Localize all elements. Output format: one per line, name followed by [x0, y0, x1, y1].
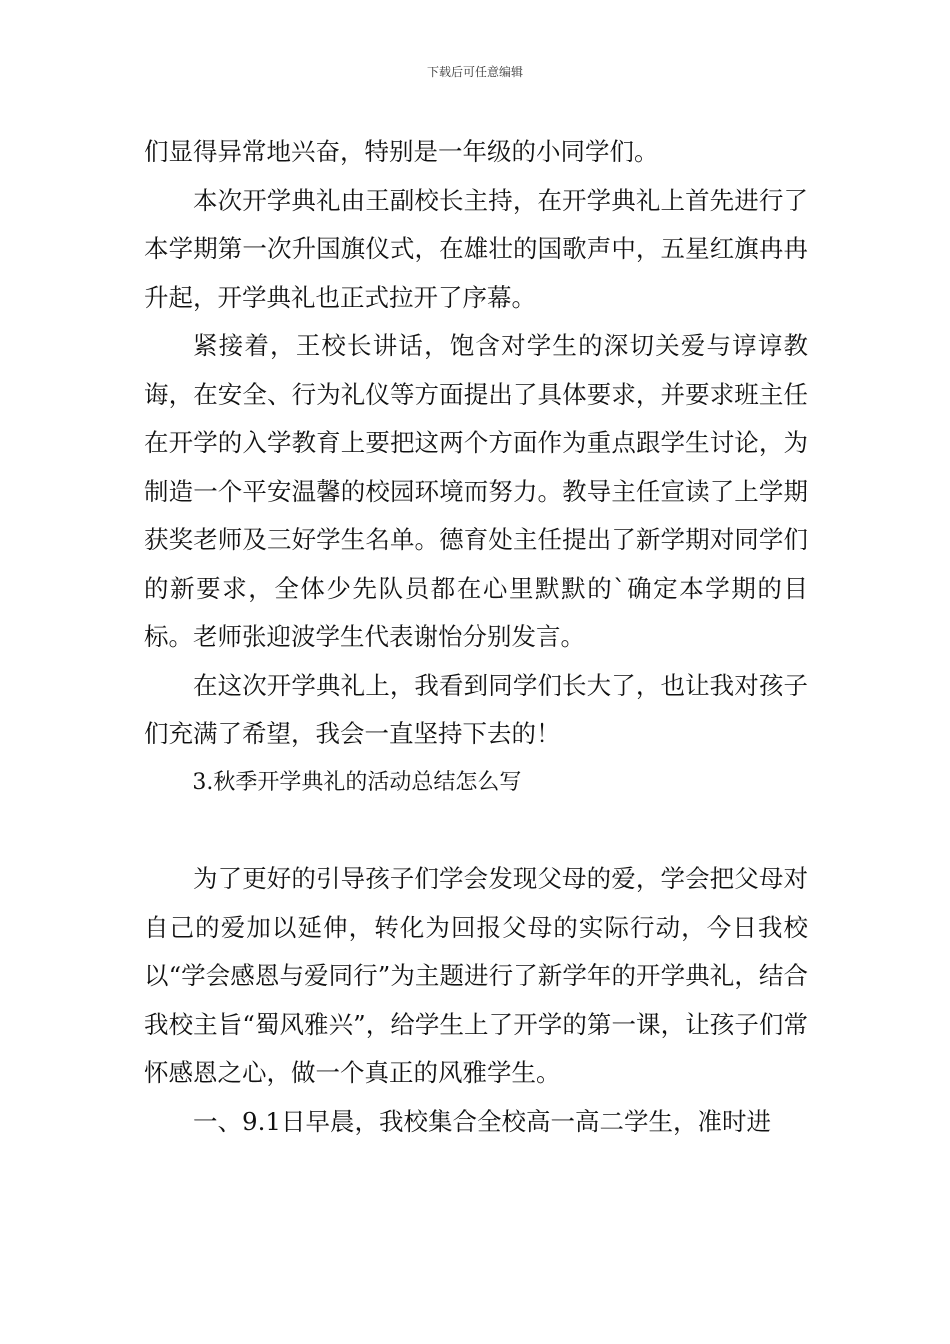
blank-line: [144, 807, 808, 855]
paragraph-opening-ceremony-host: 本次开学典礼由王副校长主持，在开学典礼上首先进行了本学期第一次升国旗仪式，在雄壮的国歌声中，五星红旗冉冉升起，开学典礼也正式拉开了序幕。: [144, 185, 808, 312]
section-heading: 3.秋季开学典礼的活动总结怎么写: [192, 769, 522, 795]
paragraph-gratitude-theme: 为了更好的引导孩子们学会发现父母的爱，学会把父母对自己的爱加以延伸，转化为回报父母的实际行动，今日我校以“学会感恩与爱同行”为主题进行了新学年的开学典礼，结合我校主旨“蜀风雅兴”，给学生上了开学的第一课，让孩子们常怀感恩之心，做一个真正的风雅学生。: [144, 864, 808, 1087]
paragraph-section-one: 一、9.1日早晨，我校集合全校高一高二学生，准时进: [193, 1106, 771, 1136]
document-body: [144, 128, 808, 1146]
paragraph-continued: 们显得异常地兴奋，特别是一年级的小同学们。: [144, 137, 659, 166]
page-header: 下载后可任意编辑: [426, 65, 523, 79]
paragraph-principal-speech: 紧接着，王校长讲话，饱含对学生的深切关爱与谆谆教诲，在安全、行为礼仪等方面提出了具体要求，并要求班主任在开学的入学教育上要把这两个方面作为重点跟学生讨论，为制造一个平安温馨的校园环境而努力。教导主任宣读了上学期获奖老师及三好学生名单。德育处主任提出了新学期对同学们的新要求，全体少先队员都在心里默默的`确定本学期的目标。老师张迎波学生代表谢怡分别发言。: [144, 331, 808, 651]
paragraph-reflection: 在这次开学典礼上，我看到同学们长大了，也让我对孩子们充满了希望，我会一直坚持下去的！: [144, 670, 808, 748]
